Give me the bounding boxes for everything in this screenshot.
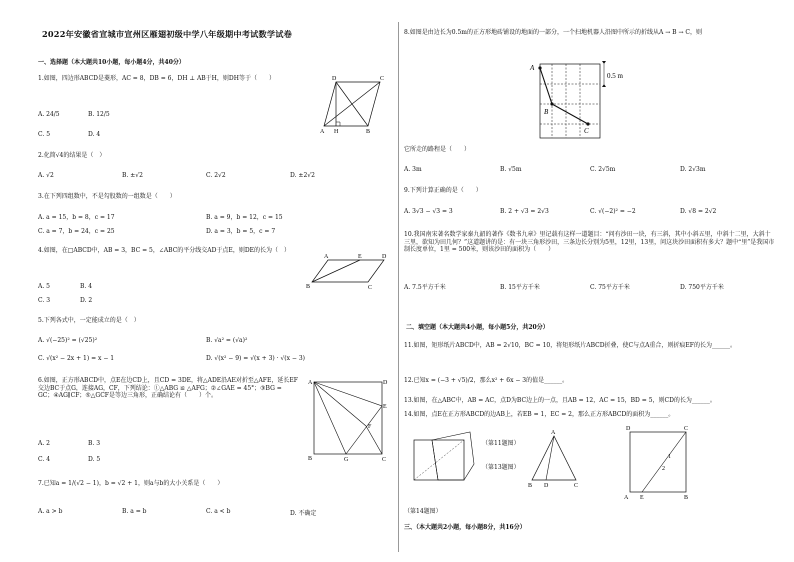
q7-option-b: B. a = b — [122, 508, 147, 515]
fig-14-caption: （第14题图） — [404, 508, 442, 515]
q14-label-b: B — [684, 495, 689, 500]
q1-label-b: B — [366, 129, 371, 135]
q1-label-a: A — [320, 129, 325, 135]
q5-option-a: A. √(−25)² = (√25)² — [38, 337, 98, 344]
q13-label-a: A — [551, 430, 556, 436]
q4-option-d: D. 2 — [80, 297, 93, 304]
q4-label-e: E — [358, 254, 362, 260]
q7-option-a: A. a > b — [38, 508, 63, 515]
q14-label-c: C — [684, 426, 689, 432]
q1-option-d: D. 4 — [88, 131, 101, 138]
q5-option-c: C. √(x² − 2x + 1) = x − 1 — [38, 355, 115, 362]
q8-label-b: B — [544, 108, 549, 116]
q1-option-c: C. 5 — [38, 131, 51, 138]
q4-label-d: D — [382, 254, 387, 260]
question-9-text: 9.下列计算正确的是（ ） — [404, 187, 482, 194]
q1-label-c: C — [380, 76, 385, 82]
q8-option-d: D. 2√3m — [680, 166, 706, 173]
q3-option-b: B. a = 9，b = 12，c = 15 — [206, 214, 283, 221]
question-5-text: 5.下列各式中，一定能成立的是（ ） — [38, 317, 140, 324]
q4-label-a: A — [324, 254, 329, 260]
q6-square-figure — [306, 376, 390, 462]
q8-option-b: B. √5m — [500, 166, 522, 173]
question-8-text-2: 它所走的路程是（ ） — [404, 146, 471, 153]
q6-option-a: A. 2 — [38, 440, 50, 447]
question-11-text: 11.如图，矩形纸片ABCD中，AB = 2√10，BC = 10，将矩形纸片ABCD折叠，使C与点A重合，则折痕EF的长为______。 — [404, 342, 736, 349]
q4-label-c: C — [368, 285, 373, 291]
q8-grid-figure — [516, 58, 626, 144]
q6-label-a: A — [308, 380, 313, 386]
q8-option-c: C. 2√5m — [590, 166, 616, 173]
column-divider — [398, 22, 399, 552]
fig-13-caption: （第13题图） — [482, 464, 520, 471]
q13-label-d: D — [544, 483, 549, 489]
q13-label-c: C — [574, 483, 579, 489]
q5-option-d: D. √(x² − 9) = √(x + 3) · √(x − 3) — [206, 355, 306, 362]
fig-11-caption: （第11题图） — [482, 440, 520, 447]
q8-scale-label: 0.5 m — [607, 72, 623, 80]
q4-parallelogram-figure — [306, 252, 390, 292]
section-2-heading: 二、填空题（本大题共4小题，每小题5分，共20分） — [406, 324, 549, 331]
q7-option-d: D. 不确定 — [290, 510, 317, 517]
q6-label-g: G — [344, 457, 349, 462]
q8-label-c: C — [584, 127, 589, 135]
q6-label-c: C — [382, 457, 387, 462]
question-8-text: 8.如图是由边长为0.5m的正方形地砖铺设的地面的一部分，一个扫地机器人沿图中所示的折线从A → B → C，则 — [404, 29, 702, 36]
q7-option-c: C. a < b — [206, 508, 231, 515]
q2-option-b: B. ±√2 — [122, 172, 143, 179]
q8-label-a: A — [530, 64, 535, 72]
q1-option-b: B. 12/5 — [88, 111, 110, 118]
q2-option-d: D. ±2√2 — [290, 172, 315, 179]
q1-label-d: D — [332, 76, 337, 82]
q9-option-c: C. √(−2)² = −2 — [590, 208, 636, 215]
q3-option-c: C. a = 7，b = 24，c = 25 — [38, 228, 115, 235]
q9-option-d: D. √8 = 2√2 — [680, 208, 717, 215]
q6-label-f: F — [368, 424, 372, 430]
q8-option-a: A. 3m — [404, 166, 422, 173]
q10-option-d: D. 750平方千米 — [680, 284, 724, 291]
q6-label-b: B — [308, 456, 313, 462]
q14-label-a: A — [624, 495, 629, 500]
q3-option-a: A. a = 15，b = 8，c = 17 — [38, 214, 115, 221]
q4-label-b: B — [306, 284, 311, 290]
question-3-text: 3.在下列四组数中，不是勾股数的一组数是（ ） — [38, 193, 176, 200]
q6-option-c: C. 4 — [38, 456, 51, 463]
q5-option-b: B. √a² = (√a)² — [206, 337, 248, 344]
question-12-text: 12.已知x = (−3 + √5)/2，那么x² + 6x − 3的值是______。 — [404, 377, 569, 384]
q14-label-e: E — [640, 495, 644, 500]
q13-label-b: B — [528, 483, 533, 489]
q4-option-c: C. 3 — [38, 297, 51, 304]
q4-option-b: B. 4 — [80, 283, 93, 290]
question-7-text: 7.已知a = 1/(√2 − 1)，b = √2 + 1，则a与b的大小关系是（ ） — [38, 480, 224, 487]
section-3-heading: 三、（本大题共2小题，每小题8分，共16分） — [404, 524, 526, 531]
q9-option-a: A. 3√3 − √3 = 3 — [404, 208, 453, 215]
q14-label-1: 1 — [668, 454, 671, 460]
q6-option-b: B. 3 — [88, 440, 101, 447]
q6-label-e: E — [383, 404, 387, 410]
question-6-text: 6.如图，正方形ABCD中，点E在边CD上，且CD = 3DE，将△ADE沿AE对折至△AFE，延长EF交边BC于点G，连接AG，CF，下列结论：①△ABG ≌ △AFG；②∠GAE = 45°；③BG = GC；④AG∥CF；⑤△GCF是等边三角形，正确结论有（ ）个。 — [38, 377, 298, 400]
q3-option-d: D. a = 3，b = 5，c = 7 — [206, 228, 276, 235]
q2-option-a: A. √2 — [38, 172, 54, 179]
section-1-heading: 一、选择题（本大题共10小题，每小题4分，共40分） — [38, 59, 185, 66]
q4-option-a: A. 5 — [38, 283, 50, 290]
q6-option-d: D. 5 — [88, 456, 101, 463]
q11-folded-rectangle-figure — [408, 428, 480, 490]
question-4-text: 4.如图，在□ABCD中，AB = 3，BC = 5，∠ABC的平分线交AD于点E，则DE的长为（ ） — [38, 247, 291, 254]
q6-label-d: D — [383, 380, 388, 386]
q2-option-c: C. 2√2 — [206, 172, 226, 179]
q10-option-b: B. 15平方千米 — [500, 284, 540, 291]
question-13-text: 13.如图，在△ABC中，AB = AC，点D为BC边上的一点，且AB = 12，AC = 15，BD = 5，则CD的长为______。 — [404, 397, 716, 404]
q10-option-a: A. 7.5平方千米 — [404, 284, 446, 291]
q14-label-2: 2 — [662, 466, 665, 472]
question-14-text: 14.如图，点E在正方形ABCD的边AB上，若EB = 1，EC = 2，那么正方形ABCD的面积为______。 — [404, 411, 675, 418]
q14-square-figure — [622, 424, 692, 500]
exam-title: 2022年安徽省宣城市宣州区雁翅初级中学八年级期中考试数学试卷 — [42, 29, 293, 39]
question-1-text: 1.如图，四边形ABCD是菱形，AC = 8，DB = 6，DH ⊥ AB于H，则DH等于（ ） — [38, 75, 275, 82]
question-2-text: 2.化简√4的结果是（ ） — [38, 152, 106, 159]
q1-rhombus-figure — [320, 70, 386, 136]
q10-option-c: C. 75平方千米 — [590, 284, 630, 291]
q9-option-b: B. 2 + √3 = 2√3 — [500, 208, 549, 215]
q1-label-h: H — [334, 129, 339, 135]
q13-triangle-figure — [528, 428, 582, 490]
q14-label-d: D — [626, 426, 631, 432]
q1-option-a: A. 24/5 — [38, 111, 60, 118]
question-10-text: 10.我国南宋著名数学家秦九韶的著作《数书九章》里记载有这样一道题目：“问有沙田一块，有三斜，其中小斜五里，中斜十二里，大斜十三里，欲知为田几何？”这道题讲的是：有一块三角形沙田，三条边长分别为5里，12里，13里，问这块沙田面积有多大？题中“里”是我国市制长度单位，1里 = 500米，则该沙田的面积为（ ） — [404, 231, 775, 254]
